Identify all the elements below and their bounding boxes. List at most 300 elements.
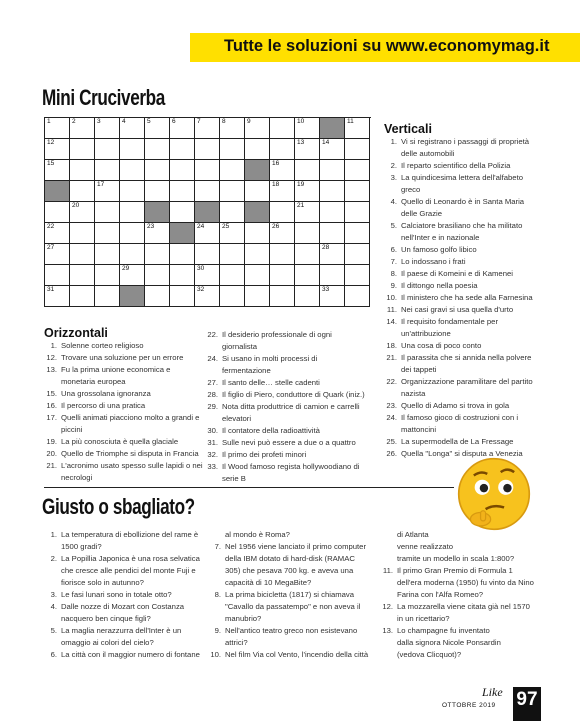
crossword-cell[interactable] bbox=[245, 265, 270, 286]
crossword-cell[interactable] bbox=[295, 223, 320, 244]
clue-number: 30. bbox=[207, 426, 218, 435]
clue-number: 29. bbox=[207, 402, 218, 411]
clue-text: Il figlio di Piero, conduttore di Quark (iniz.) bbox=[222, 390, 365, 399]
clue-item bbox=[44, 376, 224, 388]
crossword-clue-number: 5 bbox=[147, 118, 151, 125]
clue-text: Una cosa di poco conto bbox=[401, 341, 482, 350]
crossword-clue-number: 9 bbox=[247, 118, 251, 125]
crossword-cell[interactable] bbox=[270, 181, 295, 202]
crossword-cell[interactable] bbox=[45, 160, 70, 181]
clue-item bbox=[44, 412, 224, 424]
crossword-cell[interactable] bbox=[45, 265, 70, 286]
clue-text: fermentazione bbox=[222, 366, 271, 375]
clue-item bbox=[44, 577, 219, 589]
clue-number: 16. bbox=[46, 401, 57, 410]
crossword-cell[interactable] bbox=[120, 202, 145, 223]
clue-text: La supermodella de La Fressage bbox=[401, 437, 514, 446]
crossword-cell[interactable] bbox=[295, 160, 320, 181]
crossword-cell[interactable] bbox=[295, 202, 320, 223]
clue-number: 5. bbox=[50, 626, 57, 635]
crossword-cell[interactable] bbox=[70, 118, 95, 139]
footer-date: OTTOBRE 2019 bbox=[442, 702, 496, 709]
clue-item bbox=[44, 448, 224, 460]
clue-number: 2. bbox=[390, 161, 397, 170]
clue-text: Quella "Longa" si disputa a Venezia bbox=[401, 449, 523, 458]
crossword-cell[interactable] bbox=[345, 286, 370, 307]
crossword-cell[interactable] bbox=[95, 139, 120, 160]
crossword-cell[interactable] bbox=[70, 286, 95, 307]
clue-item bbox=[205, 341, 385, 353]
crossword-cell[interactable] bbox=[245, 181, 270, 202]
clue-item bbox=[205, 365, 385, 377]
clue-item bbox=[208, 565, 388, 577]
clue-item bbox=[384, 136, 574, 148]
crossword-cell[interactable] bbox=[120, 244, 145, 265]
crossword-cell[interactable] bbox=[170, 244, 195, 265]
clue-number: 22. bbox=[386, 377, 397, 386]
crossword-cell[interactable] bbox=[145, 181, 170, 202]
crossword-cell[interactable] bbox=[45, 139, 70, 160]
crossword-cell[interactable] bbox=[220, 139, 245, 160]
crossword-clue-number: 29 bbox=[122, 265, 130, 272]
clue-text: giornalista bbox=[222, 342, 258, 351]
clue-text: Nel 1956 viene lanciato il primo computer bbox=[225, 542, 367, 551]
crossword-cell[interactable] bbox=[270, 265, 295, 286]
clue-text: Fu la prima unione economica e bbox=[61, 365, 171, 374]
clue-item bbox=[384, 220, 574, 232]
clue-text: attrici? bbox=[225, 638, 248, 647]
clue-text: Sulle nevi può essere a due o a quattro bbox=[222, 438, 356, 447]
clue-text: Il requisito fondamentale per bbox=[401, 317, 499, 326]
crossword-black-cell bbox=[245, 160, 270, 181]
clue-item bbox=[44, 388, 224, 400]
clue-text: La mozzarella viene citata già nel 1570 bbox=[397, 602, 530, 611]
clue-number: 3. bbox=[390, 173, 397, 182]
clue-text: della IBM dotato di hard-disk (RAMAC bbox=[225, 554, 355, 563]
clue-number: 3. bbox=[50, 590, 57, 599]
crossword-cell[interactable] bbox=[295, 244, 320, 265]
clue-item bbox=[384, 316, 574, 328]
crossword-clue-number: 10 bbox=[297, 118, 305, 125]
crossword-cell[interactable] bbox=[195, 139, 220, 160]
crossword-cell[interactable] bbox=[120, 223, 145, 244]
clue-text: dell'era moderna (1950) fu vinto da Nino bbox=[397, 578, 534, 587]
crossword-cell[interactable] bbox=[320, 181, 345, 202]
clue-number: 21. bbox=[46, 461, 57, 470]
orizzontali-list-2 bbox=[205, 329, 385, 485]
crossword-cell[interactable] bbox=[120, 139, 145, 160]
clue-text: nacquero ben cinque figli? bbox=[61, 614, 151, 623]
crossword-cell[interactable] bbox=[220, 223, 245, 244]
clue-number: 12. bbox=[382, 602, 393, 611]
clue-number: 5. bbox=[390, 221, 397, 230]
crossword-clue-number: 8 bbox=[222, 118, 226, 125]
crossword-cell[interactable] bbox=[220, 286, 245, 307]
crossword-cell[interactable] bbox=[295, 265, 320, 286]
crossword-cell[interactable] bbox=[70, 202, 95, 223]
crossword-cell[interactable] bbox=[145, 139, 170, 160]
crossword-cell[interactable] bbox=[145, 223, 170, 244]
crossword-cell[interactable] bbox=[345, 223, 370, 244]
clue-text: capacità di 10 MegaBite? bbox=[225, 578, 312, 587]
crossword-black-cell bbox=[120, 286, 145, 307]
clue-number: 10. bbox=[386, 293, 397, 302]
clue-item bbox=[208, 625, 388, 637]
crossword-cell[interactable] bbox=[170, 139, 195, 160]
clue-text: Il contatore della radioattività bbox=[222, 426, 320, 435]
clue-number: 24. bbox=[386, 413, 397, 422]
clue-text: dei tappeti bbox=[401, 365, 437, 374]
crossword-cell[interactable] bbox=[220, 181, 245, 202]
clue-item bbox=[384, 184, 574, 196]
crossword-cell[interactable] bbox=[320, 244, 345, 265]
clue-item bbox=[44, 340, 224, 352]
clue-number: 17. bbox=[46, 413, 57, 422]
crossword-cell[interactable] bbox=[345, 181, 370, 202]
clue-number: 6. bbox=[390, 245, 397, 254]
crossword-cell[interactable] bbox=[320, 202, 345, 223]
clue-item bbox=[44, 424, 224, 436]
clue-text: manubrio? bbox=[225, 614, 262, 623]
clue-number: 13. bbox=[382, 626, 393, 635]
crossword-cell[interactable] bbox=[220, 244, 245, 265]
clue-number: 7. bbox=[390, 257, 397, 266]
crossword-clue-number: 22 bbox=[47, 223, 55, 230]
clue-number: 32. bbox=[207, 450, 218, 459]
crossword-cell[interactable] bbox=[270, 244, 295, 265]
crossword-cell[interactable] bbox=[245, 244, 270, 265]
clue-text: piccini bbox=[61, 425, 83, 434]
clue-number: 8. bbox=[390, 269, 397, 278]
clue-text: serie B bbox=[222, 474, 246, 483]
clue-text: La maglia nerazzurra dell'Inter è un bbox=[61, 626, 182, 635]
clue-text: Organizzazione paramilitare del partito bbox=[401, 377, 533, 386]
clue-item bbox=[384, 388, 574, 400]
clue-item bbox=[384, 352, 574, 364]
crossword-cell[interactable] bbox=[70, 160, 95, 181]
clue-item bbox=[380, 589, 570, 601]
crossword-cell[interactable] bbox=[320, 286, 345, 307]
crossword-cell[interactable] bbox=[245, 223, 270, 244]
crossword-clue-number: 20 bbox=[72, 202, 80, 209]
crossword-clue-number: 3 bbox=[97, 118, 101, 125]
clue-item bbox=[205, 437, 385, 449]
clue-number: 13. bbox=[46, 365, 57, 374]
crossword-cell[interactable] bbox=[270, 139, 295, 160]
clue-item bbox=[44, 460, 224, 472]
crossword-cell[interactable] bbox=[145, 160, 170, 181]
crossword-clue-number: 12 bbox=[47, 139, 55, 146]
crossword-clue-number: 26 bbox=[272, 223, 280, 230]
clue-text: Il percorso di una pratica bbox=[61, 401, 146, 410]
crossword-cell[interactable] bbox=[170, 202, 195, 223]
crossword-clue-number: 21 bbox=[297, 202, 305, 209]
crossword-black-cell bbox=[170, 223, 195, 244]
clue-text: mattoncini bbox=[401, 425, 437, 434]
crossword-cell[interactable] bbox=[295, 286, 320, 307]
giusto-list-1 bbox=[44, 529, 219, 661]
clue-text: Il dittongo nella poesia bbox=[401, 281, 478, 290]
crossword-clue-number: 4 bbox=[122, 118, 126, 125]
crossword-clue-number: 14 bbox=[322, 139, 330, 146]
clue-item bbox=[384, 268, 574, 280]
crossword-cell[interactable] bbox=[345, 244, 370, 265]
section-divider bbox=[44, 487, 454, 488]
crossword-cell[interactable] bbox=[70, 139, 95, 160]
crossword-cell[interactable] bbox=[145, 118, 170, 139]
clue-text: Il ministero che ha sede alla Farnesina bbox=[401, 293, 533, 302]
clue-item bbox=[384, 208, 574, 220]
crossword-cell[interactable] bbox=[95, 160, 120, 181]
crossword-cell[interactable] bbox=[145, 244, 170, 265]
clue-item bbox=[208, 649, 388, 661]
crossword-black-cell bbox=[145, 202, 170, 223]
crossword-cell[interactable] bbox=[95, 244, 120, 265]
crossword-cell[interactable] bbox=[245, 118, 270, 139]
crossword-cell[interactable] bbox=[220, 160, 245, 181]
clue-item bbox=[384, 304, 574, 316]
clue-number: 19. bbox=[46, 437, 57, 446]
clue-text: Quello de Triomphe si disputa in Francia bbox=[61, 449, 199, 458]
clue-text: delle Grazie bbox=[401, 209, 443, 218]
clue-item bbox=[380, 625, 570, 637]
clue-text: Il Wood famoso regista hollywoodiano di bbox=[222, 462, 360, 471]
crossword-clue-number: 24 bbox=[197, 223, 205, 230]
clue-item bbox=[44, 352, 224, 364]
clue-text: "Cavallo da passatempo" e non aveva il bbox=[225, 602, 361, 611]
clue-text: 1500 gradi? bbox=[61, 542, 102, 551]
clue-item bbox=[205, 377, 385, 389]
crossword-cell[interactable] bbox=[95, 118, 120, 139]
clue-item bbox=[380, 577, 570, 589]
clue-item bbox=[380, 553, 570, 565]
crossword-clue-number: 33 bbox=[322, 286, 330, 293]
clue-text: Lo indossano i frati bbox=[401, 257, 466, 266]
clue-number: 9. bbox=[390, 281, 397, 290]
clue-text: Quello di Adamo si trova in gola bbox=[401, 401, 510, 410]
crossword-black-cell bbox=[45, 181, 70, 202]
clue-text: di Atlanta bbox=[397, 530, 429, 539]
crossword-cell[interactable] bbox=[270, 202, 295, 223]
crossword-cell[interactable] bbox=[145, 286, 170, 307]
clue-item bbox=[384, 436, 574, 448]
clue-text: monetaria europea bbox=[61, 377, 126, 386]
clue-item bbox=[384, 328, 574, 340]
crossword-cell[interactable] bbox=[295, 181, 320, 202]
crossword-cell[interactable] bbox=[45, 244, 70, 265]
crossword-cell[interactable] bbox=[320, 265, 345, 286]
clue-text: Il paese di Komeini e di Kamenei bbox=[401, 269, 513, 278]
crossword-cell[interactable] bbox=[45, 202, 70, 223]
crossword-cell[interactable] bbox=[170, 160, 195, 181]
clue-item bbox=[44, 637, 219, 649]
clue-item bbox=[205, 401, 385, 413]
crossword-cell[interactable] bbox=[220, 118, 245, 139]
crossword-clue-number: 28 bbox=[322, 244, 330, 251]
clue-item bbox=[384, 172, 574, 184]
crossword-cell[interactable] bbox=[145, 265, 170, 286]
crossword-cell[interactable] bbox=[345, 118, 370, 139]
clue-text: omaggio ai colori del cielo? bbox=[61, 638, 154, 647]
giusto-list-2 bbox=[208, 529, 388, 661]
crossword-cell[interactable] bbox=[95, 181, 120, 202]
crossword-cell[interactable] bbox=[70, 265, 95, 286]
crossword-cell[interactable] bbox=[45, 286, 70, 307]
crossword-cell[interactable] bbox=[345, 265, 370, 286]
clue-number: 21. bbox=[386, 353, 397, 362]
clue-number: 14. bbox=[386, 317, 397, 326]
clue-text: fiorisce solo in autunno? bbox=[61, 578, 144, 587]
footer-brand: Like bbox=[482, 685, 503, 699]
crossword-cell[interactable] bbox=[195, 265, 220, 286]
crossword-cell[interactable] bbox=[95, 223, 120, 244]
crossword-clue-number: 23 bbox=[147, 223, 155, 230]
clue-number: 4. bbox=[390, 197, 397, 206]
clue-number: 25. bbox=[386, 437, 397, 446]
crossword-cell[interactable] bbox=[45, 223, 70, 244]
clue-text: venne realizzato bbox=[397, 542, 453, 551]
crossword-cell[interactable] bbox=[120, 160, 145, 181]
clue-text: al mondo è Roma? bbox=[225, 530, 290, 539]
crossword-cell[interactable] bbox=[120, 181, 145, 202]
crossword-cell[interactable] bbox=[345, 202, 370, 223]
clue-item bbox=[205, 353, 385, 365]
crossword-cell[interactable] bbox=[195, 244, 220, 265]
crossword-cell[interactable] bbox=[195, 181, 220, 202]
crossword-clue-number: 18 bbox=[272, 181, 280, 188]
crossword-cell[interactable] bbox=[295, 139, 320, 160]
clue-text: dalla signora Nicole Ponsardin bbox=[397, 638, 501, 647]
clue-text: greco bbox=[401, 185, 421, 194]
crossword-cell[interactable] bbox=[220, 265, 245, 286]
clue-item bbox=[384, 340, 574, 352]
crossword-cell[interactable] bbox=[195, 223, 220, 244]
crossword-cell[interactable] bbox=[270, 160, 295, 181]
crossword-cell[interactable] bbox=[120, 118, 145, 139]
clue-number: 7. bbox=[214, 542, 221, 551]
crossword-cell[interactable] bbox=[70, 223, 95, 244]
crossword-cell[interactable] bbox=[170, 118, 195, 139]
clue-text: nazista bbox=[401, 389, 426, 398]
crossword-cell[interactable] bbox=[70, 244, 95, 265]
clue-text: Il famoso gioco di costruzioni con i bbox=[401, 413, 519, 422]
clue-text: Vi si registrano i passaggi di proprietà bbox=[401, 137, 530, 146]
crossword-clue-number: 1 bbox=[47, 118, 51, 125]
clue-item bbox=[205, 449, 385, 461]
crossword-cell[interactable] bbox=[320, 139, 345, 160]
crossword-clue-number: 27 bbox=[47, 244, 55, 251]
clue-item bbox=[44, 400, 224, 412]
clue-item bbox=[380, 565, 570, 577]
clue-number: 12. bbox=[46, 353, 57, 362]
crossword-cell[interactable] bbox=[195, 160, 220, 181]
crossword-cell[interactable] bbox=[195, 286, 220, 307]
crossword-cell[interactable] bbox=[295, 118, 320, 139]
verticali-list bbox=[384, 136, 574, 460]
clue-item bbox=[205, 389, 385, 401]
crossword-cell[interactable] bbox=[95, 202, 120, 223]
clue-text: Calciatore brasiliano che ha militato bbox=[401, 221, 523, 230]
crossword-cell[interactable] bbox=[45, 118, 70, 139]
clue-number: 11. bbox=[386, 305, 397, 314]
clue-text: (vedova Clicquot)? bbox=[397, 650, 462, 659]
crossword-cell[interactable] bbox=[270, 223, 295, 244]
crossword-title: Mini Cruciverba bbox=[42, 85, 165, 110]
crossword-grid bbox=[44, 117, 371, 307]
crossword-cell[interactable] bbox=[95, 265, 120, 286]
clue-item bbox=[384, 412, 574, 424]
crossword-cell[interactable] bbox=[245, 139, 270, 160]
clue-item bbox=[44, 613, 219, 625]
crossword-clue-number: 17 bbox=[97, 181, 105, 188]
crossword-cell[interactable] bbox=[170, 181, 195, 202]
clue-item bbox=[44, 601, 219, 613]
clue-item bbox=[44, 541, 219, 553]
clue-number: 1. bbox=[50, 341, 57, 350]
clue-text: Quello di Leonardo è in Santa Maria bbox=[401, 197, 525, 206]
crossword-clue-number: 6 bbox=[172, 118, 176, 125]
clue-number: 26. bbox=[386, 449, 397, 458]
clue-text: La Popillia Japonica è una rosa selvatica bbox=[61, 554, 200, 563]
crossword-cell[interactable] bbox=[345, 160, 370, 181]
clue-item bbox=[44, 436, 224, 448]
crossword-cell[interactable] bbox=[345, 139, 370, 160]
crossword-clue-number: 32 bbox=[197, 286, 205, 293]
crossword-cell[interactable] bbox=[170, 286, 195, 307]
clue-item bbox=[384, 196, 574, 208]
crossword-clue-number: 11 bbox=[347, 118, 354, 125]
clue-item bbox=[208, 541, 388, 553]
clue-item bbox=[380, 601, 570, 613]
verticali-heading: Verticali bbox=[384, 122, 432, 136]
clue-text: che cresce alle pendici del monte Fuji e bbox=[61, 566, 196, 575]
clue-number: 33. bbox=[207, 462, 218, 471]
clue-text: Il primo dei profeti minori bbox=[222, 450, 307, 459]
crossword-cell[interactable] bbox=[170, 265, 195, 286]
clue-text: elevatori bbox=[222, 414, 252, 423]
crossword-cell[interactable] bbox=[220, 202, 245, 223]
crossword-clue-number: 15 bbox=[47, 160, 55, 167]
crossword-cell[interactable] bbox=[195, 118, 220, 139]
crossword-cell[interactable] bbox=[245, 286, 270, 307]
orizzontali-list-1 bbox=[44, 340, 224, 484]
crossword-cell[interactable] bbox=[320, 160, 345, 181]
clue-number: 8. bbox=[214, 590, 221, 599]
clue-item bbox=[380, 529, 570, 541]
crossword-cell[interactable] bbox=[70, 181, 95, 202]
clue-text: tramite un modello in scala 1:800? bbox=[397, 554, 515, 563]
clue-item bbox=[384, 280, 574, 292]
clue-item bbox=[44, 565, 219, 577]
clue-number: 9. bbox=[214, 626, 221, 635]
clue-text: Nota ditta produttrice di camion e carrelli bbox=[222, 402, 360, 411]
clue-item bbox=[44, 649, 219, 661]
crossword-cell[interactable] bbox=[120, 265, 145, 286]
clue-text: 305) che pesava 700 kg. e aveva una bbox=[225, 566, 354, 575]
clue-number: 20. bbox=[46, 449, 57, 458]
giusto-list-3 bbox=[380, 529, 570, 661]
crossword-cell[interactable] bbox=[270, 118, 295, 139]
clue-number: 23. bbox=[386, 401, 397, 410]
clue-item bbox=[384, 256, 574, 268]
clue-text: Trovare una soluzione per un errore bbox=[61, 353, 184, 362]
clue-item bbox=[208, 601, 388, 613]
clue-item bbox=[205, 473, 385, 485]
crossword-cell[interactable] bbox=[320, 223, 345, 244]
crossword-cell[interactable] bbox=[270, 286, 295, 307]
clue-number: 1. bbox=[390, 137, 397, 146]
crossword-cell[interactable] bbox=[95, 286, 120, 307]
